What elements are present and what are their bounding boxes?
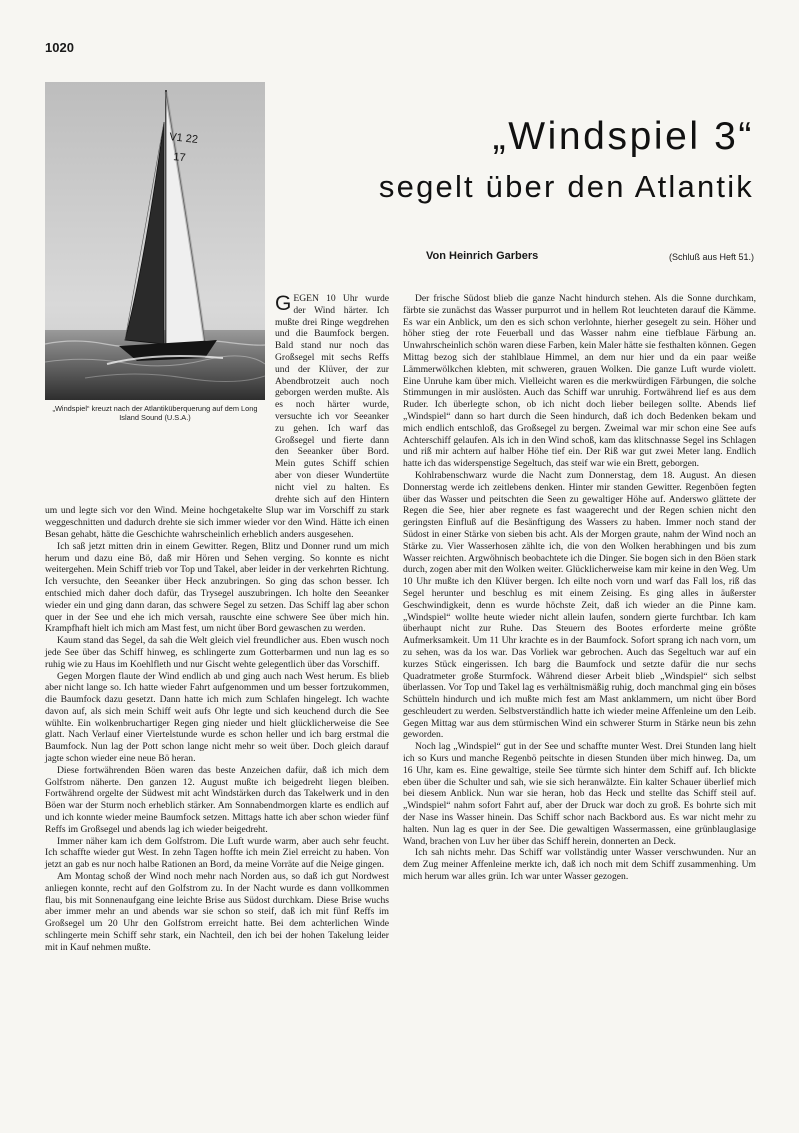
paragraph: Der frische Südost blieb die ganze Nacht hindurch stehen. Als die Sonne durchkam, färbte sie zunächst das Wasser purpurrot und in hellem Rot leuchteten darauf die Kämme. Es war ein Anblick, um den es sich schon verlohnte, hierher gesegelt zu sein. Höher und höher stieg der rote Feuerball und das Wasser nahm eine tiefblaue Färbung an. Unwahrscheinlich schön waren diese Farben, kein Maler hätte sie festhalten können. Gegen Mittag bezog sich der stahlblaue Himmel, an dem nur hier und da ein paar weiße Lämmerwölkchen klebten, mit schweren, grauen Wolken. Die ganze Luft wurde violett. Eine Unruhe kam über mich. Vielleicht waren es die merkwürdigen Färbungen, die solche Stimmungen in mir auslösten. Auch das Schiff war unruhig. Fortwährend lief es aus dem Ruder. Ich überlegte schon, ob ich nicht doch lieber beilegen sollte. Abends lief „Windspiel“ dann so hart durch die Seen hindurch, daß ich doch Bedenken bekam und mich endlich entschloß, das Großsegel zu bergen. Zweimal war mir schon eine See aufs Achterschiff gelaufen. Als ich in den Wind schoß, kam das klitschnasse Segel ins Schlagen und riß mir achtern auf halber Höhe tief ein. Der Riß war gut zwei Meter lang. Endlich hatte ich das widerspenstige Segeltuch, das steif war wie ein Brett, geborgen. bbox=[403, 293, 756, 470]
sail-number-marks: V1 22 bbox=[168, 131, 199, 146]
paragraph: Immer näher kam ich dem Golfstrom. Die Luft wurde warm, aber auch sehr feucht. Ich schaffte wieder gut West. In zehn Tagen hoffte ich mein Ziel erreicht zu haben. Von jetzt an gab es nur noch halbe Rationen an Bord, da meine Vorräte auf die Neige gingen. bbox=[45, 835, 389, 871]
photo-caption: „Windspiel“ kreuzt nach der Atlantiküberquerung auf dem Long Island Sound (U.S.A.) bbox=[52, 404, 258, 422]
article-title bbox=[284, 112, 754, 210]
paragraph: Diese fortwährenden Böen waren das beste Anzeichen dafür, daß ich mich dem Golfstrom näherte. Den ganzen 12. August mußte ich beigedreht liegen bleiben. Fortwährend orgelte der Südwest mit acht Windstärken durch das Takelwerk und in den Böen war der Sturm noch erheblich stärker. Am Sonnabendmorgen klarte es endlich auf und ich konnte wieder meine Baumfock setzen. Mittags hatte ich aber schon wieder fünf Reffs im Großsegel und abends lag ich wieder beigedreht. bbox=[45, 764, 389, 835]
paragraph: Ich sah nichts mehr. Das Schiff war vollständig unter Wasser verschwunden. Nur an dem Zug meiner Affenleine merkte ich, daß ich noch mit dem Schiff zusammenhing. Um mich herum war alles grün. Ich war unter Wasser gezogen. bbox=[403, 847, 756, 883]
paragraph: Kaum stand das Segel, da sah die Welt gleich viel freundlicher aus. Eben wusch noch jede See über das Schiff hinweg, es schlingerte zum Gotterbarmen und nun lag es so ruhig wie zu Haus im Koehlfleth und nur Gischt wehte gelegentlich über das Vorschiff. bbox=[45, 635, 389, 670]
photo-wrap-space bbox=[45, 293, 275, 500]
right-column bbox=[403, 293, 756, 883]
paragraph: Gegen Morgen flaute der Wind endlich ab und ging auch nach West herum. Es blieb aber nicht lange so. Ich hatte wieder Fahrt aufgenommen und um besser fortzukommen, die Baumfock dazu gesetzt. Dann hatte ich mich zum Schlafen hingelegt. Ich wachte davon auf, als sich mein Schiff weit aufs Ohr legte und sich keuchend durch die See wühlte. Ein wolkenbruchartiger Regen ging nieder und hielt glücklicherweise die See glatt. Nach Verlauf einer Viertelstunde wurde es schon heller und ich barg erstmal die Baumfock. Nun lag der Pott schon lange nicht mehr so weit über. Doch gleich darauf jagte schon wieder eine neue Bö heran. bbox=[45, 670, 389, 765]
svg-text:17: 17 bbox=[172, 151, 187, 165]
paragraph: Ich saß jetzt mitten drin in einem Gewitter. Regen, Blitz und Donner rund um mich herum und dazu eine Bö, daß mir Hören und Sehen verging. So konnte es nicht weitergehen. Mein Schiff trieb vor Top und Takel, aber leider in der verkehrten Richtung. Ich versuchte, den Seeanker über Heck anzubringen. So ging das schon besser. Ich entschied mich daher doch dafür, das Trysegel auszubringen. Ich holte den Seeanker wieder ein und ging dann daran, das schwere Segel zu setzen. Das Schiff lag aber schon quer in der See und ehe ich mich versah, rauschte eine schwere See über mich hin. Krampfhaft hielt ich mich am Mast fest, um nicht über Bord gewaschen zu werden. bbox=[45, 540, 389, 635]
page-number: 1020 bbox=[45, 40, 74, 55]
continuation-note: (Schluß aus Heft 51.) bbox=[668, 252, 754, 262]
paragraph: GEGEN 10 Uhr wurde der Wind härter. Ich mußte drei Ringe wegdrehen und die Baumfock bergen. Bald stand nur noch das Großsegel mit sechs Reffs und der Klüver, der zur Abendbrotzeit auch noch geborgen werden mußte. Als es noch härter wurde, versuchte ich vor Seeanker zu gehen. Ich warf das Großsegel und fierte dann den Seeanker über Bord. Mein gutes Schiff schien aber von dieser Wundertüte nicht viel zu halten. Es drehte sich auf den Hintern um und legte sich vor den Wind. Meine hochgetakelte Slup war im Vorschiff zu stark weggeschnitten und dadurch drehte sie sich immer wieder vor den Wind. Hätte ich einen Besan gehabt, hätte die Geschichte wahrscheinlich erheblich anders ausgesehen. bbox=[45, 292, 389, 540]
paragraph: Noch lag „Windspiel“ gut in der See und schaffte munter West. Drei Stunden lang hielt ich so Kurs und manche Regenbö peitschte in diesen Stunden über mich hinweg. Da, um 16 Uhr, kam es. Eine gewaltige, steile See türmte sich hinter dem Schiff auf. Ich blickte eben über die Schulter und sah, wie sie sich heranwälzte. Ein kalter Schauer überlief mich bei diesem Anblick. Nun war sie heran, hob das Heck und stellte das Schiff steil auf. „Windspiel“ nahm sofort Fahrt auf, aber der Druck war doch zu groß. Es bohrte sich mit der Nase ins Wasser hinein. Das Schiff schor nach Backbord aus. Es war nicht mehr zu halten. Nun lag es quer in der See. Die gewaltigen Wassermassen, eine grünblauglasige Wand, brachen von Luv her über das Schiff herein, donnerten an Deck. bbox=[403, 741, 756, 847]
paragraph: Kohlrabenschwarz wurde die Nacht zum Donnerstag, dem 18. August. An diesen Donnerstag werde ich zeitlebens denken. Hinter mir standen Gewitter. Regenböen fegten über das Wasser und peitschten die Seen zu gewaltiger Höhe auf. Anderswo glättete der Regen die See, hier aber regnete es fast waagerecht und der Regen schien nicht den geringsten Einfluß auf die Besänftigung des Wassers zu haben. Immer noch stand der Südost in einer Stärke von sieben bis acht. Als der Morgen graute, nahm der Wind noch an Stärke zu. Vier Wasserhosen zählte ich, die von den Wolken herabhingen und bis zum Wasser reichten. Argwöhnisch beobachtete ich die Dinger. Sie bogen sich in den Böen stark durch, zogen aber mit den Wolken weiter. Glücklicherweise kam mir keine in den Weg. Um 10 Uhr mußte ich den Klüver bergen. Ich eilte noch vorn und warf das Fall los, riß das Segel herunter und beschlug es mit einem Zeising. Es ging alles in äußerster Geschwindigkeit, denn es wurde höchste Zeit, daß ich wieder an die Pinne kam. „Windspiel“ wollte heute wieder nicht allein laufen, sondern gierte furchtbar. Ich kam überhaupt nicht zur Ruhe. Das Steuern des Bootes erforderte meine größte Aufmerksamkeit. Um 11 Uhr krachte es in der Baumfock. Sofort sprang ich nach vorn, um zu sehen, was da los war. Das Vorliek war gebrochen. Auch das Segeltuch war auf ein kurzes Stück eingerissen. Ich barg die Baumfock und setzte dafür die nur sechs Quadratmeter große Sturmfock. Während dieser Arbeit blieb „Windspiel“ sich selbst überlassen. Vor Top und Takel lag es verhältnismäßig ruhig, doch manchmal ging ein böses Schütteln hindurch und ich mußte mich fest am Mast anklammern, um nicht über Bord geschleudert zu werden. Selbstverständlich hatte ich wieder meine Affenleine um den Leib. Gegen Mittag war aus dem stürmischen Wind ein schwerer Sturm in Stärke neun bis zehn geworden. bbox=[403, 469, 756, 741]
byline: Von Heinrich Garbers bbox=[426, 250, 539, 262]
drop-cap: G bbox=[275, 292, 292, 315]
title-line-2: segelt über den Atlantik bbox=[378, 169, 754, 204]
left-column bbox=[45, 293, 389, 954]
paragraph: Am Montag schoß der Wind noch mehr nach Norden aus, so daß ich gut Nordwest anliegen konnte, recht auf den Golfstrom zu. In der Nacht wurde es dann vollkommen flau, bis mit Sonnenaufgang eine leichte Brise aus Südost durchkam. Diese Brise wuchs aber immer mehr an und abends war sie schon so steif, daß ich mit fünf Reffs im Großsegel um 20 Uhr den Golfstrom erreicht hatte. Bei dem achterlichen Winde schlingerte mein Schiff sehr stark, ein Nachteil, den ich bei der hohen Takelung leider mit in Kauf nehmen mußte. bbox=[45, 871, 389, 953]
title-line-1: „Windspiel 3“ bbox=[492, 115, 754, 158]
